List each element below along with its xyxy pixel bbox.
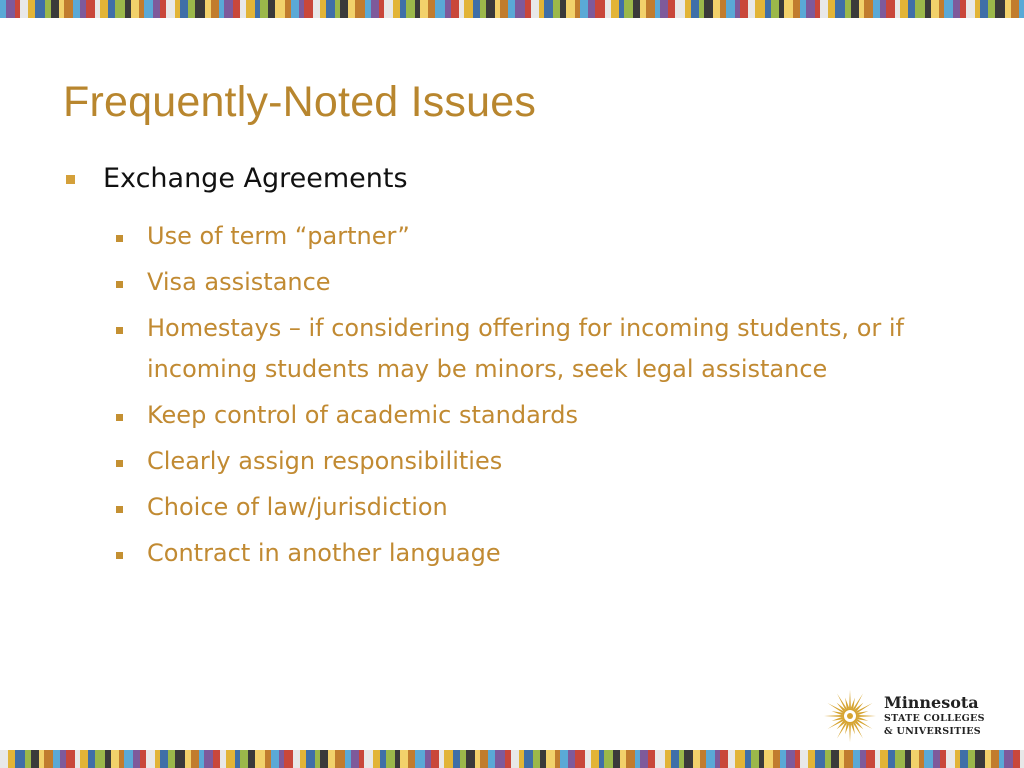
square-bullet-icon	[66, 175, 75, 184]
stripe-segment	[553, 0, 560, 18]
stripe-segment	[406, 0, 415, 18]
stripe-segment	[495, 750, 505, 768]
stripe-segment	[908, 0, 915, 18]
stripe-segment	[351, 750, 359, 768]
stripe-segment	[968, 750, 975, 768]
bullet-level1-text: Exchange Agreements	[103, 163, 408, 194]
stripe-segment	[988, 0, 995, 18]
stripe-segment	[393, 0, 400, 18]
stripe-segment	[704, 0, 713, 18]
sub-bullet-item	[116, 403, 986, 436]
stripe-segment	[153, 0, 160, 18]
stripe-segment	[8, 750, 15, 768]
stripe-segment	[500, 0, 508, 18]
sub-bullet-text: Contract in another language	[147, 539, 501, 567]
stripe-segment	[293, 750, 300, 768]
stripe-segment	[466, 750, 475, 768]
stripe-segment	[224, 0, 233, 18]
stripe-segment	[268, 0, 275, 18]
stripe-segment	[166, 0, 175, 18]
stripe-segment	[648, 750, 655, 768]
stripe-segment	[831, 750, 839, 768]
stripe-segment	[960, 750, 968, 768]
stripe-segment	[866, 750, 875, 768]
stripe-segment	[793, 0, 800, 18]
stripe-segment	[735, 750, 745, 768]
stripe-segment	[115, 0, 125, 18]
stripe-segment	[640, 750, 648, 768]
stripe-segment	[435, 0, 445, 18]
stripe-segment	[800, 750, 808, 768]
sun-star-icon	[822, 688, 878, 744]
square-bullet-icon	[116, 460, 123, 467]
stripe-segment	[726, 0, 735, 18]
bottom-decorative-stripe	[0, 750, 1024, 768]
stripe-segment	[684, 750, 693, 768]
stripe-segment	[480, 750, 488, 768]
stripe-segment	[626, 750, 635, 768]
stripe-segment	[15, 750, 25, 768]
stripe-segment	[20, 0, 28, 18]
sub-bullet-item	[116, 224, 986, 257]
sub-bullet-text: Homestays – if considering offering for incoming students, or if incoming students may be minors, seek legal assistance	[147, 314, 904, 383]
slide-title: Frequently-Noted Issues	[63, 78, 537, 126]
stripe-segment	[786, 750, 795, 768]
stripe-segment	[511, 750, 519, 768]
stripe-segment	[328, 750, 335, 768]
stripe-segment	[531, 0, 539, 18]
stripe-segment	[851, 0, 859, 18]
logo-line-minnesota: Minnesota	[884, 693, 979, 712]
stripe-segment	[604, 750, 613, 768]
stripe-segment	[348, 0, 355, 18]
square-bullet-icon	[116, 506, 123, 513]
square-bullet-icon	[116, 552, 123, 559]
stripe-segment	[808, 750, 815, 768]
stripe-segment	[444, 750, 453, 768]
stripe-segment	[131, 0, 139, 18]
stripe-segment	[108, 0, 115, 18]
stripe-segment	[204, 750, 213, 768]
stripe-segment	[764, 750, 773, 768]
stripe-segment	[488, 750, 495, 768]
stripe-segment	[713, 0, 720, 18]
stripe-segment	[6, 0, 15, 18]
stripe-segment	[320, 750, 328, 768]
stripe-segment	[660, 0, 668, 18]
stripe-segment	[748, 0, 755, 18]
stripe-segment	[591, 750, 599, 768]
stripe-segment	[588, 0, 595, 18]
stripe-segment	[28, 0, 35, 18]
stripe-segment	[51, 0, 59, 18]
sub-bullet-text: Visa assistance	[147, 268, 331, 296]
stripe-segment	[124, 750, 133, 768]
stripe-segment	[931, 0, 939, 18]
stripe-segment	[233, 0, 240, 18]
stripe-segment	[400, 750, 408, 768]
stripe-segment	[304, 0, 313, 18]
stripe-segment	[180, 0, 188, 18]
stripe-segment	[771, 0, 779, 18]
stripe-segment	[1020, 750, 1024, 768]
stripe-segment	[373, 750, 380, 768]
stripe-segment	[706, 750, 715, 768]
stripe-segment	[191, 750, 199, 768]
stripe-segment	[340, 0, 348, 18]
stripe-segment	[755, 0, 765, 18]
stripe-segment	[464, 0, 473, 18]
stripe-segment	[44, 750, 53, 768]
minnesota-state-logo	[822, 688, 985, 744]
stripe-segment	[95, 750, 105, 768]
stripe-segment	[611, 0, 619, 18]
stripe-segment	[1004, 750, 1013, 768]
stripe-segment	[1011, 0, 1019, 18]
stripe-segment	[364, 750, 373, 768]
stripe-segment	[313, 0, 320, 18]
stripe-segment	[740, 0, 748, 18]
stripe-segment	[175, 750, 185, 768]
stripe-segment	[100, 0, 108, 18]
stripe-segment	[991, 750, 999, 768]
stripe-segment	[820, 0, 828, 18]
stripe-segment	[420, 0, 428, 18]
logo-line-universities: & UNIVERSITIES	[884, 726, 981, 737]
sub-bullet-item	[116, 270, 986, 303]
stripe-segment	[53, 750, 60, 768]
stripe-segment	[566, 0, 575, 18]
stripe-segment	[473, 0, 480, 18]
square-bullet-icon	[116, 414, 123, 421]
square-bullet-icon	[116, 235, 123, 242]
stripe-segment	[144, 0, 153, 18]
square-bullet-icon	[116, 327, 123, 334]
stripe-segment	[613, 750, 620, 768]
stripe-segment	[246, 0, 255, 18]
stripe-segment	[915, 0, 925, 18]
stripe-segment	[188, 0, 195, 18]
stripe-segment	[240, 750, 248, 768]
stripe-segment	[900, 0, 908, 18]
stripe-segment	[195, 0, 205, 18]
stripe-segment	[888, 750, 895, 768]
stripe-segment	[828, 0, 835, 18]
stripe-segment	[248, 750, 255, 768]
stripe-segment	[675, 0, 685, 18]
stripe-segment	[453, 750, 460, 768]
stripe-segment	[784, 0, 793, 18]
sub-bullet-item	[116, 541, 986, 574]
stripe-segment	[886, 0, 895, 18]
stripe-segment	[226, 750, 235, 768]
stripe-segment	[728, 750, 735, 768]
stripe-segment	[255, 750, 265, 768]
stripe-segment	[31, 750, 39, 768]
logo-line-state-colleges: STATE COLLEGES	[884, 713, 985, 724]
stripe-segment	[133, 750, 140, 768]
stripe-segment	[524, 750, 533, 768]
stripe-segment	[355, 0, 365, 18]
stripe-segment	[911, 750, 919, 768]
sub-bullet-item	[116, 316, 986, 390]
stripe-segment	[575, 750, 585, 768]
stripe-segment	[371, 0, 379, 18]
stripe-segment	[386, 750, 395, 768]
stripe-segment	[895, 750, 905, 768]
stripe-segment	[806, 0, 815, 18]
stripe-segment	[111, 750, 119, 768]
stripe-segment	[560, 750, 568, 768]
stripe-segment	[646, 0, 655, 18]
stripe-segment	[306, 750, 315, 768]
stripe-segment	[508, 0, 515, 18]
stripe-segment	[835, 0, 845, 18]
stripe-segment	[415, 750, 425, 768]
stripe-segment	[271, 750, 279, 768]
stripe-segment	[691, 0, 699, 18]
stripe-segment	[326, 0, 335, 18]
square-bullet-icon	[116, 281, 123, 288]
stripe-segment	[546, 750, 555, 768]
stripe-segment	[864, 0, 873, 18]
stripe-segment	[73, 0, 80, 18]
stripe-segment	[146, 750, 155, 768]
stripe-segment	[213, 750, 220, 768]
stripe-segment	[953, 0, 960, 18]
stripe-segment	[966, 0, 975, 18]
stripe-segment	[486, 0, 495, 18]
stripe-segment	[655, 750, 665, 768]
stripe-segment	[933, 750, 940, 768]
stripe-segment	[211, 0, 219, 18]
stripe-segment	[431, 750, 439, 768]
sub-bullet-text: Keep control of academic standards	[147, 401, 578, 429]
sub-bullet-item	[116, 495, 986, 528]
stripe-segment	[1013, 750, 1020, 768]
stripe-segment	[86, 0, 95, 18]
sub-bullet-text: Choice of law/jurisdiction	[147, 493, 448, 521]
stripe-segment	[284, 750, 293, 768]
stripe-segment	[260, 0, 268, 18]
stripe-segment	[924, 750, 933, 768]
sub-bullet-text: Clearly assign responsibilities	[147, 447, 503, 475]
stripe-segment	[544, 0, 553, 18]
stripe-segment	[66, 750, 75, 768]
bullet-level1	[66, 163, 408, 194]
stripe-segment	[668, 0, 675, 18]
stripe-segment	[160, 750, 168, 768]
stripe-segment	[580, 0, 588, 18]
stripe-segment	[291, 0, 299, 18]
stripe-segment	[980, 0, 988, 18]
stripe-segment	[975, 750, 985, 768]
stripe-segment	[0, 750, 8, 768]
stripe-segment	[35, 0, 45, 18]
stripe-segment	[275, 0, 285, 18]
stripe-segment	[946, 750, 955, 768]
stripe-segment	[428, 0, 435, 18]
stripe-segment	[751, 750, 759, 768]
stripe-segment	[533, 750, 540, 768]
sub-bullet-text: Use of term “partner”	[147, 222, 410, 250]
stripe-segment	[515, 0, 525, 18]
stripe-segment	[168, 750, 175, 768]
logo-text	[884, 694, 985, 738]
sub-bullet-item	[116, 449, 986, 482]
stripe-segment	[335, 750, 345, 768]
stripe-segment	[773, 750, 780, 768]
stripe-segment	[720, 750, 728, 768]
stripe-segment	[633, 0, 640, 18]
stripe-segment	[693, 750, 700, 768]
sub-bullet-list	[116, 224, 986, 587]
stripe-segment	[995, 0, 1005, 18]
stripe-segment	[568, 750, 575, 768]
stripe-segment	[595, 0, 605, 18]
top-decorative-stripe	[0, 0, 1024, 18]
stripe-segment	[671, 750, 679, 768]
stripe-segment	[384, 0, 393, 18]
stripe-segment	[80, 750, 88, 768]
stripe-segment	[88, 750, 95, 768]
stripe-segment	[880, 750, 888, 768]
stripe-segment	[451, 0, 459, 18]
stripe-segment	[944, 0, 953, 18]
stripe-segment	[408, 750, 415, 768]
stripe-segment	[815, 750, 825, 768]
stripe-segment	[64, 0, 73, 18]
stripe-segment	[844, 750, 853, 768]
stripe-segment	[853, 750, 860, 768]
stripe-segment	[624, 0, 633, 18]
stripe-segment	[873, 0, 880, 18]
